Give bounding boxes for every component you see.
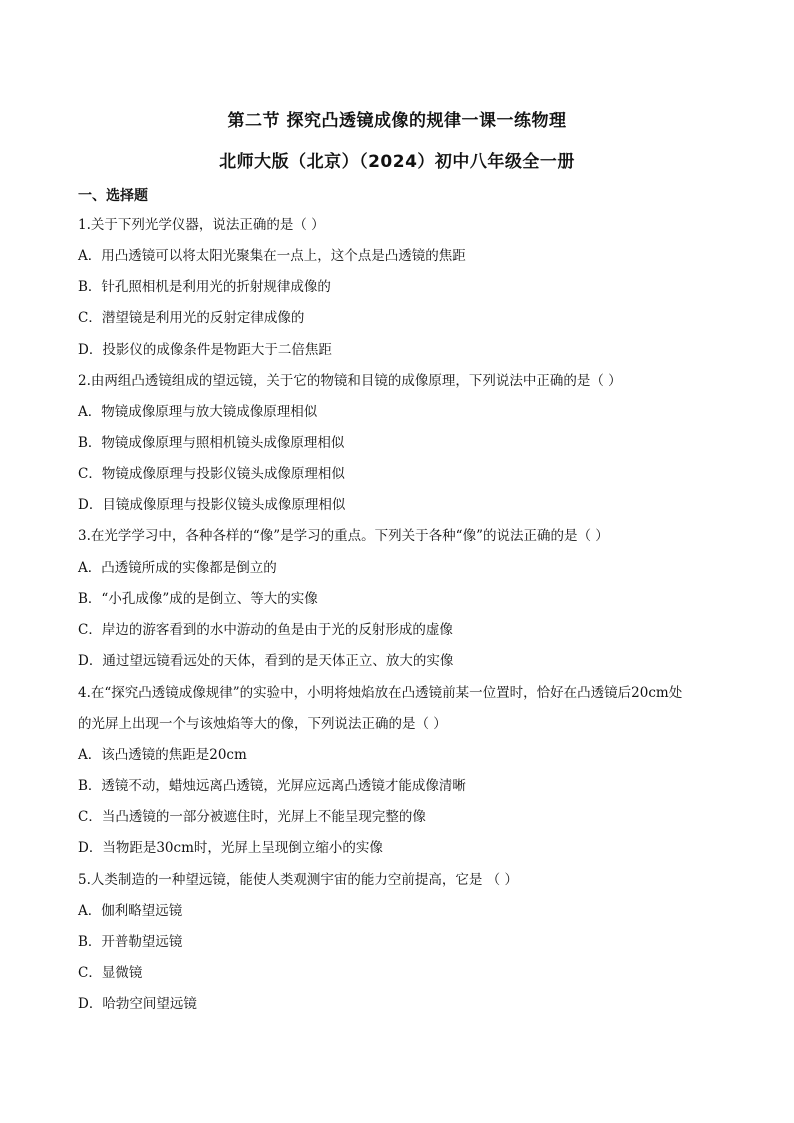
question-2-option-c: C．物镜成像原理与投影仪镜头成像原理相似	[78, 466, 345, 482]
question-3-option-a: A．凸透镜所成的实像都是倒立的	[78, 560, 277, 576]
question-5-option-d: D．哈勃空间望远镜	[78, 996, 197, 1012]
question-5-option-b: B．开普勒望远镜	[78, 934, 183, 950]
question-3-option-b: B．“小孔成像”成的是倒立、等大的实像	[78, 591, 318, 607]
document-subtitle: 北师大版（北京）（2024）初中八年级全一册	[219, 152, 575, 172]
question-2-option-b: B．物镜成像原理与照相机镜头成像原理相似	[78, 435, 345, 451]
question-3-stem: 3.在光学学习中，各种各样的“像”是学习的重点。下列关于各种“像”的说法正确的是（ ）	[78, 528, 609, 544]
question-2-option-d: D．目镜成像原理与投影仪镜头成像原理相似	[78, 497, 346, 513]
document-title: 第二节 探究凸透镜成像的规律一课一练物理	[227, 111, 567, 131]
question-1-option-d: D．投影仪的成像条件是物距大于二倍焦距	[78, 342, 332, 358]
question-5-option-a: A．伽利略望远镜	[78, 903, 183, 919]
question-5-option-c: C．显微镜	[78, 965, 143, 981]
question-4-stem-line-1: 4.在“探究凸透镜成像规律”的实验中，小明将烛焰放在凸透镜前某一位置时，恰好在凸透镜后20cm处	[78, 685, 683, 701]
question-5-stem: 5.人类制造的一种望远镜，能使人类观测宇宙的能力空前提高，它是 （ ）	[78, 872, 518, 888]
section-heading: 一、选择题	[78, 188, 148, 204]
question-4-option-b: B．透镜不动，蜡烛远离凸透镜，光屏应远离凸透镜才能成像清晰	[78, 778, 466, 794]
question-1-option-c: C．潜望镜是利用光的反射定律成像的	[78, 310, 305, 326]
question-4-option-c: C．当凸透镜的一部分被遮住时，光屏上不能呈现完整的像	[78, 809, 426, 825]
question-3-option-c: C．岸边的游客看到的水中游动的鱼是由于光的反射形成的虚像	[78, 622, 453, 638]
question-2-option-a: A．物镜成像原理与放大镜成像原理相似	[78, 404, 318, 420]
question-4-option-a: A．该凸透镜的焦距是20cm	[78, 747, 247, 763]
question-2-stem: 2.由两组凸透镜组成的望远镜，关于它的物镜和目镜的成像原理，下列说法中正确的是（ ）	[78, 373, 622, 389]
question-3-option-d: D．通过望远镜看远处的天体，看到的是天体正立、放大的实像	[78, 653, 454, 669]
question-4-stem-line-2: 的光屏上出现一个与该烛焰等大的像，下列说法正确的是（ ）	[78, 716, 447, 732]
question-1-stem: 1.关于下列光学仪器，说法正确的是（ ）	[78, 217, 325, 233]
question-1-option-b: B．针孔照相机是利用光的折射规律成像的	[78, 279, 331, 295]
question-4-option-d: D．当物距是30cm时，光屏上呈现倒立缩小的实像	[78, 840, 383, 856]
question-1-option-a: A．用凸透镜可以将太阳光聚集在一点上，这个点是凸透镜的焦距	[78, 248, 466, 264]
